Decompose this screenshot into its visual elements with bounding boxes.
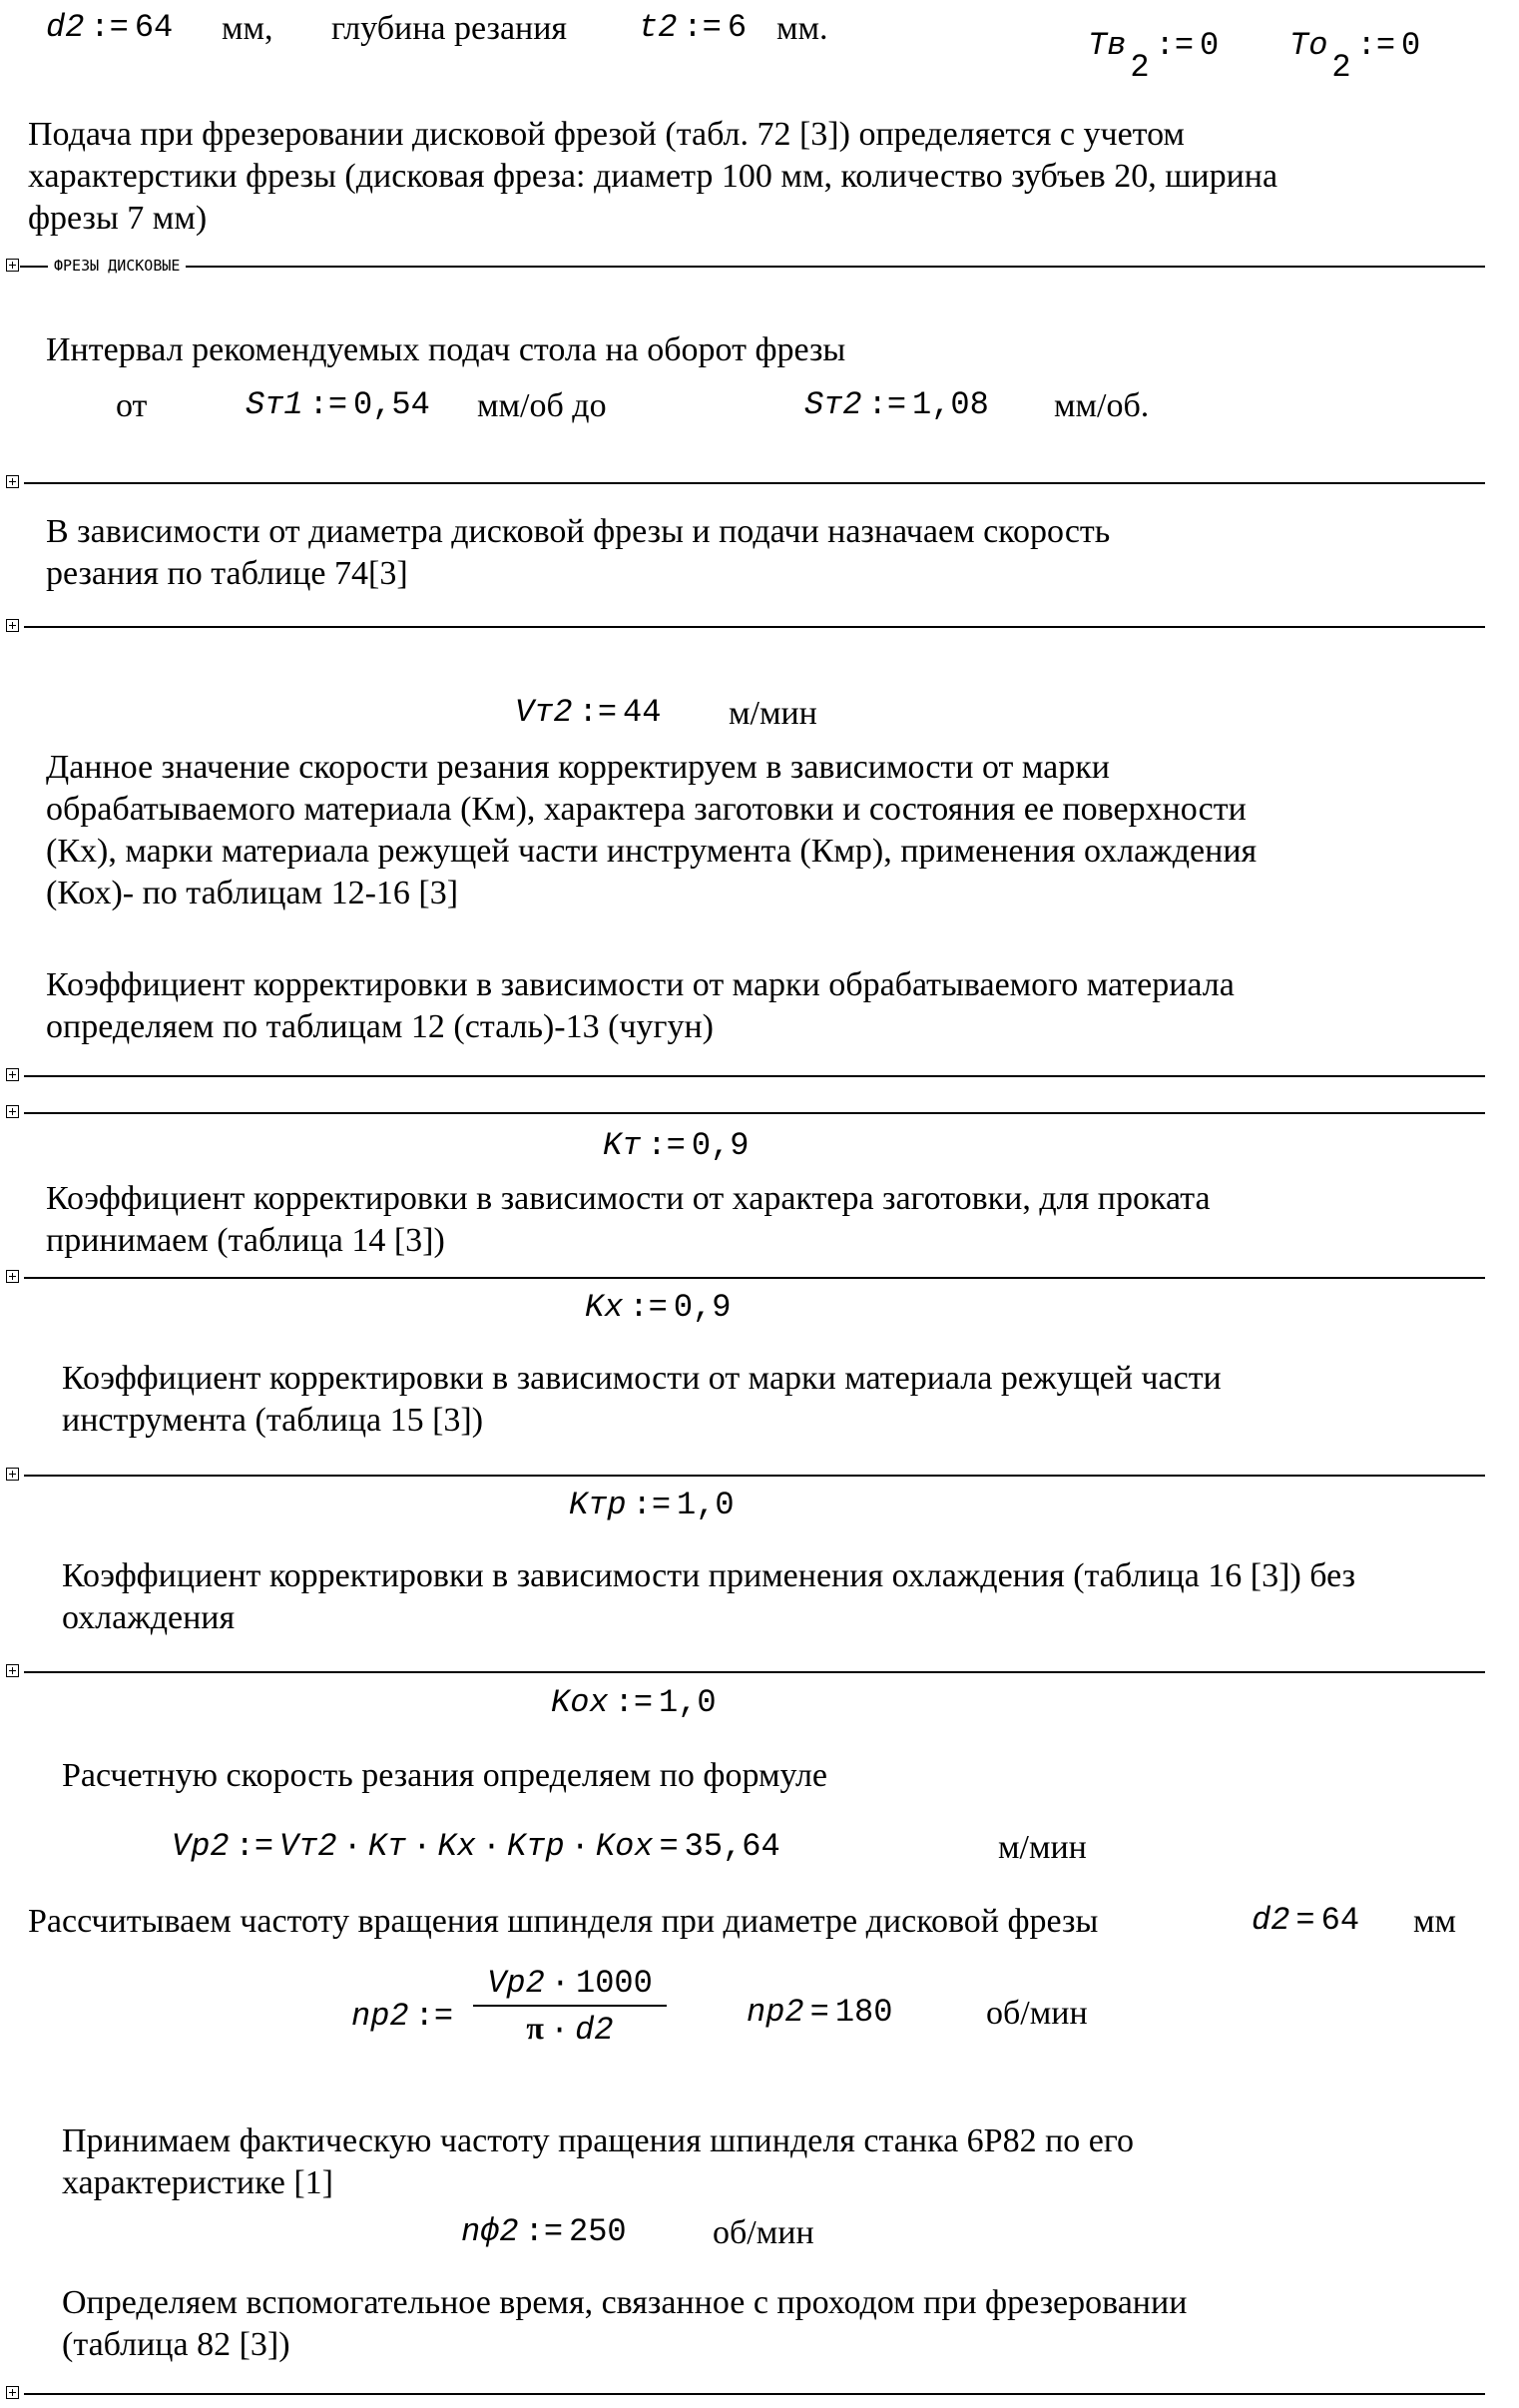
fraction-denominator (473, 2009, 667, 2050)
area-separator (24, 1075, 1485, 1077)
tv-subscript: 2 (1130, 49, 1150, 86)
kx-assignment[interactable] (585, 1288, 731, 1328)
to-subscript: 2 (1331, 49, 1351, 86)
correction-line-1: Данное значение скорости резания корректируем в зависимости от марки (46, 749, 1110, 786)
nf-line-1: Принимаем фактическую частоту пращения шпинделя станка 6Р82 по его (62, 2122, 1134, 2159)
assign-operator: := (614, 1684, 654, 1721)
kmp-value: 1,0 (677, 1487, 735, 1523)
equals-operator: = (809, 1994, 829, 2031)
assign-operator: := (632, 1487, 672, 1523)
kmp-label: Kтр (569, 1487, 627, 1523)
np2-assignment[interactable] (351, 1997, 459, 2037)
np2-result[interactable] (747, 1993, 892, 2033)
kox-line-2: охлаждения (62, 1599, 236, 1636)
np2-label: np2 (351, 1998, 409, 2035)
equals-operator: = (659, 1828, 679, 1865)
st1-value: 0,54 (353, 386, 430, 423)
assign-operator: := (235, 1828, 274, 1865)
expand-toggle-icon[interactable] (6, 619, 19, 632)
st1-unit: мм/об до (477, 387, 607, 424)
st1-label: Sт1 (246, 386, 303, 423)
assign-operator: := (90, 9, 129, 46)
feed-line-3: фрезы 7 мм) (28, 200, 208, 237)
nf2-value: 250 (569, 2213, 627, 2250)
feed-line-2: характерстики фрезы (дисковая фреза: диаметр 100 мм, количество зубъев 20, ширина (28, 158, 1278, 195)
assign-operator: := (414, 1998, 454, 2035)
expand-toggle-icon[interactable] (6, 1270, 19, 1283)
interval-from: от (116, 387, 148, 424)
speed-line-1: В зависимости от диаметра дисковой фрезы и подачи назначаем скорость (46, 513, 1111, 550)
area-separator (24, 482, 1485, 484)
kox-label: Kox (551, 1684, 609, 1721)
kx-value: 0,9 (673, 1289, 732, 1326)
interval-text: Интервал рекомендуемых подач стола на оборот фрезы (46, 331, 846, 368)
to-label: To (1289, 27, 1328, 64)
area-separator (24, 1671, 1485, 1673)
d2-ref-label: d2 (1252, 1902, 1290, 1939)
speed-line-2: резания по таблице 74[3] (46, 555, 408, 592)
st2-label: Sт2 (804, 386, 862, 423)
km-value: 0,9 (691, 1127, 750, 1164)
pi-symbol: π (526, 2010, 544, 2046)
kmp-line-2: инструмента (таблица 15 [3]) (62, 1402, 484, 1439)
np2-result-label: np2 (747, 1994, 804, 2031)
d2-label: d2 (46, 9, 85, 46)
vt2-assignment[interactable] (515, 693, 661, 733)
km-assignment[interactable] (603, 1126, 749, 1166)
kmp-line-1: Коэффициент корректировки в зависимости от марки материала режущей части (62, 1360, 1222, 1397)
nf2-label: nф2 (461, 2213, 519, 2250)
np2-unit: об/мин (986, 1995, 1088, 2032)
to-assignment[interactable] (1289, 26, 1421, 86)
correction-line-2: обрабатываемого материала (Км), характера заготовки и состояния ее поверхности (46, 791, 1247, 828)
area-separator (24, 2393, 1485, 2395)
fraction-numerator (473, 1965, 667, 2003)
mult-operator: · (549, 2012, 570, 2049)
tv-label: Tв (1088, 27, 1127, 64)
mult-operator: · (570, 1828, 590, 1865)
np-d2-result[interactable] (1252, 1901, 1359, 1941)
kx-line-2: принимаем (таблица 14 [3]) (46, 1222, 445, 1259)
nf2-assignment[interactable] (461, 2212, 627, 2252)
expand-toggle-icon[interactable] (6, 2386, 19, 2399)
assign-operator: := (308, 386, 348, 423)
nf2-unit: об/мин (713, 2214, 814, 2251)
to-value: 0 (1401, 27, 1421, 64)
vp2-unit: м/мин (998, 1829, 1087, 1866)
area-separator (24, 1475, 1485, 1477)
assign-operator: := (629, 1289, 668, 1326)
d2-ref-value: 64 (1320, 1902, 1360, 1939)
assign-operator: := (683, 9, 722, 46)
area-separator (24, 626, 1485, 628)
kox-ref: Kox (595, 1828, 654, 1865)
kmp-assignment[interactable] (569, 1486, 735, 1525)
np2-fraction (473, 1965, 667, 2050)
expand-toggle-icon[interactable] (6, 1068, 19, 1081)
st1-assignment[interactable] (246, 385, 430, 425)
area-separator (24, 1112, 1485, 1114)
kox-line-1: Коэффициент корректировки в зависимости применения охлаждения (таблица 16 [3]) без (62, 1557, 1356, 1594)
equals-operator: = (1295, 1902, 1315, 1939)
vp2-formula[interactable] (172, 1827, 780, 1867)
vp2-ref: Vp2 (487, 1965, 545, 2002)
mult-operator: · (342, 1828, 362, 1865)
assign-operator: := (524, 2213, 564, 2250)
vp2-label: Vp2 (172, 1828, 230, 1865)
mult-operator: · (412, 1828, 432, 1865)
correction-line-4: (Кох)- по таблицам 12-16 [3] (46, 875, 459, 911)
st2-assignment[interactable] (804, 385, 989, 425)
vp2-result: 35,64 (684, 1828, 780, 1865)
np2-result-value: 180 (834, 1994, 893, 2031)
kx-label: Kx (585, 1289, 624, 1326)
t2-label: t2 (639, 9, 678, 46)
const-1000: 1000 (576, 1965, 653, 2002)
np-d2-unit: мм (1413, 1903, 1457, 1940)
area-separator (20, 266, 1485, 268)
correction-line-3: (Кх), марки материала режущей части инструмента (Кмр), применения охлаждения (46, 833, 1258, 870)
assign-operator: := (647, 1127, 686, 1164)
expand-toggle-icon[interactable] (6, 1105, 19, 1118)
np-text: Рассчитываем частоту вращения шпинделя при диаметре дисковой фрезы (28, 1903, 1099, 1940)
t2-value: 6 (727, 9, 748, 46)
vt2-unit: м/мин (729, 695, 817, 732)
vt2-label: Vт2 (515, 694, 573, 731)
kx-ref: Kx (437, 1828, 476, 1865)
depth-text: глубина резания (331, 10, 568, 47)
mult-operator: · (481, 1828, 502, 1865)
d2-assignment[interactable] (46, 8, 173, 48)
km-label: Kт (603, 1127, 642, 1164)
expand-toggle-icon[interactable] (6, 475, 19, 488)
t2-assignment[interactable] (639, 8, 747, 48)
st2-value: 1,08 (912, 386, 989, 423)
km-line-2: определяем по таблицам 12 (сталь)-13 (чугун) (46, 1008, 714, 1045)
tv-value: 0 (1200, 27, 1220, 64)
assign-operator: := (867, 386, 907, 423)
vt2-ref: Vт2 (279, 1828, 337, 1865)
expand-toggle-icon[interactable] (6, 259, 19, 272)
aux-line-2: (таблица 82 [3]) (62, 2326, 290, 2363)
assign-operator: := (1356, 27, 1396, 64)
kmp-ref: Kтр (507, 1828, 565, 1865)
t2-unit: мм. (776, 10, 828, 47)
expand-toggle-icon[interactable] (6, 1664, 19, 1677)
tv-assignment[interactable] (1088, 26, 1220, 86)
mult-operator: · (550, 1965, 570, 2002)
area-separator (24, 1277, 1485, 1279)
aux-line-1: Определяем вспомогательное время, связанное с проходом при фрезеровании (62, 2284, 1188, 2321)
d2-unit: мм, (222, 10, 273, 47)
kox-value: 1,0 (659, 1684, 717, 1721)
area-tag: ФРЕЗЫ ДИСКОВЫЕ (48, 257, 186, 275)
st2-unit: мм/об. (1054, 387, 1150, 424)
vt2-value: 44 (623, 694, 662, 731)
nf-line-2: характеристике [1] (62, 2164, 333, 2201)
fraction-bar (473, 2005, 667, 2007)
assign-operator: := (578, 694, 618, 731)
vp-text: Расчетную скорость резания определяем по формуле (62, 1757, 828, 1794)
d2-value: 64 (134, 9, 174, 46)
km-ref: Kт (367, 1828, 407, 1865)
expand-toggle-icon[interactable] (6, 1468, 19, 1481)
d2-ref: d2 (575, 2012, 614, 2049)
kox-assignment[interactable] (551, 1683, 717, 1723)
km-line-1: Коэффициент корректировки в зависимости от марки обрабатываемого материала (46, 966, 1235, 1003)
assign-operator: := (1155, 27, 1195, 64)
kx-line-1: Коэффициент корректировки в зависимости от характера заготовки, для проката (46, 1180, 1211, 1217)
feed-line-1: Подача при фрезеровании дисковой фрезой (табл. 72 [3]) определяется с учетом (28, 116, 1185, 153)
